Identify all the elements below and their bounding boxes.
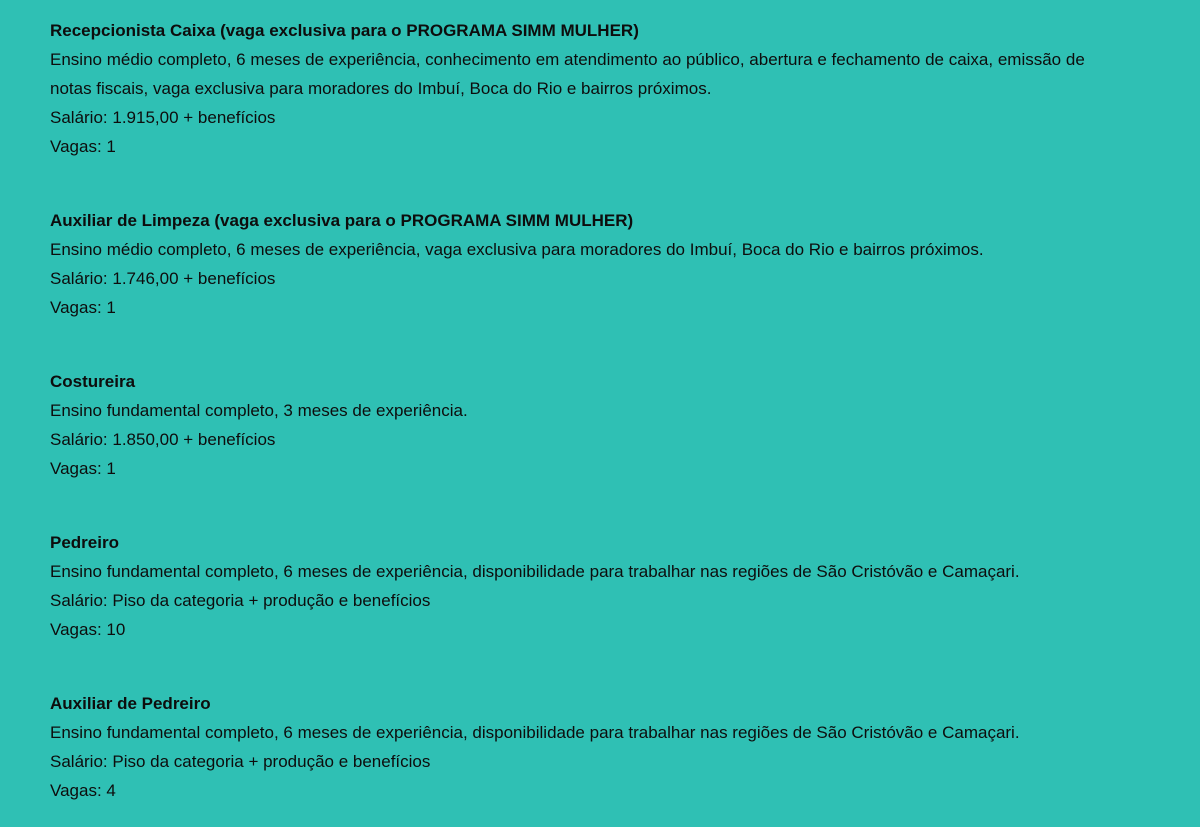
job-salary: Salário: Piso da categoria + produção e benefícios (50, 752, 431, 771)
job-title: Pedreiro (50, 533, 119, 552)
job-vacancies: Vagas: 1 (50, 137, 116, 156)
job-salary: Salário: 1.746,00 + benefícios (50, 269, 276, 288)
job-description: Ensino fundamental completo, 3 meses de experiência. (50, 401, 468, 420)
job-vacancies: Vagas: 1 (50, 298, 116, 317)
job-title: Auxiliar de Limpeza (vaga exclusiva para o PROGRAMA SIMM MULHER) (50, 211, 634, 230)
job-vacancies: Vagas: 4 (50, 781, 116, 800)
job-listing (50, 528, 1130, 644)
job-salary: Salário: 1.850,00 + benefícios (50, 430, 276, 449)
job-listing (50, 689, 1130, 805)
job-description: Ensino fundamental completo, 6 meses de experiência, disponibilidade para trabalhar nas regiões de São Cristóvão e Camaçari. (50, 562, 1020, 581)
job-title: Auxiliar de Pedreiro (50, 694, 211, 713)
job-title: Recepcionista Caixa (vaga exclusiva para o PROGRAMA SIMM MULHER) (50, 21, 639, 40)
job-listing (50, 16, 1130, 161)
job-salary: Salário: Piso da categoria + produção e benefícios (50, 591, 431, 610)
job-listing (50, 367, 1130, 483)
job-salary: Salário: 1.915,00 + benefícios (50, 108, 276, 127)
job-description: Ensino médio completo, 6 meses de experiência, vaga exclusiva para moradores do Imbuí, Boca do Rio e bairros próximos. (50, 240, 984, 259)
job-description: Ensino fundamental completo, 6 meses de experiência, disponibilidade para trabalhar nas regiões de São Cristóvão e Camaçari. (50, 723, 1020, 742)
job-title: Costureira (50, 372, 136, 391)
job-listing (50, 206, 1130, 322)
job-vacancies: Vagas: 1 (50, 459, 116, 478)
job-vacancies: Vagas: 10 (50, 620, 126, 639)
job-description: Ensino médio completo, 6 meses de experiência, conhecimento em atendimento ao público, abertura e fechamento de caixa, emissão de notas fiscais, vaga exclusiva para moradores do Imbuí, Boca do Rio e bairros próximos. (50, 50, 1085, 98)
